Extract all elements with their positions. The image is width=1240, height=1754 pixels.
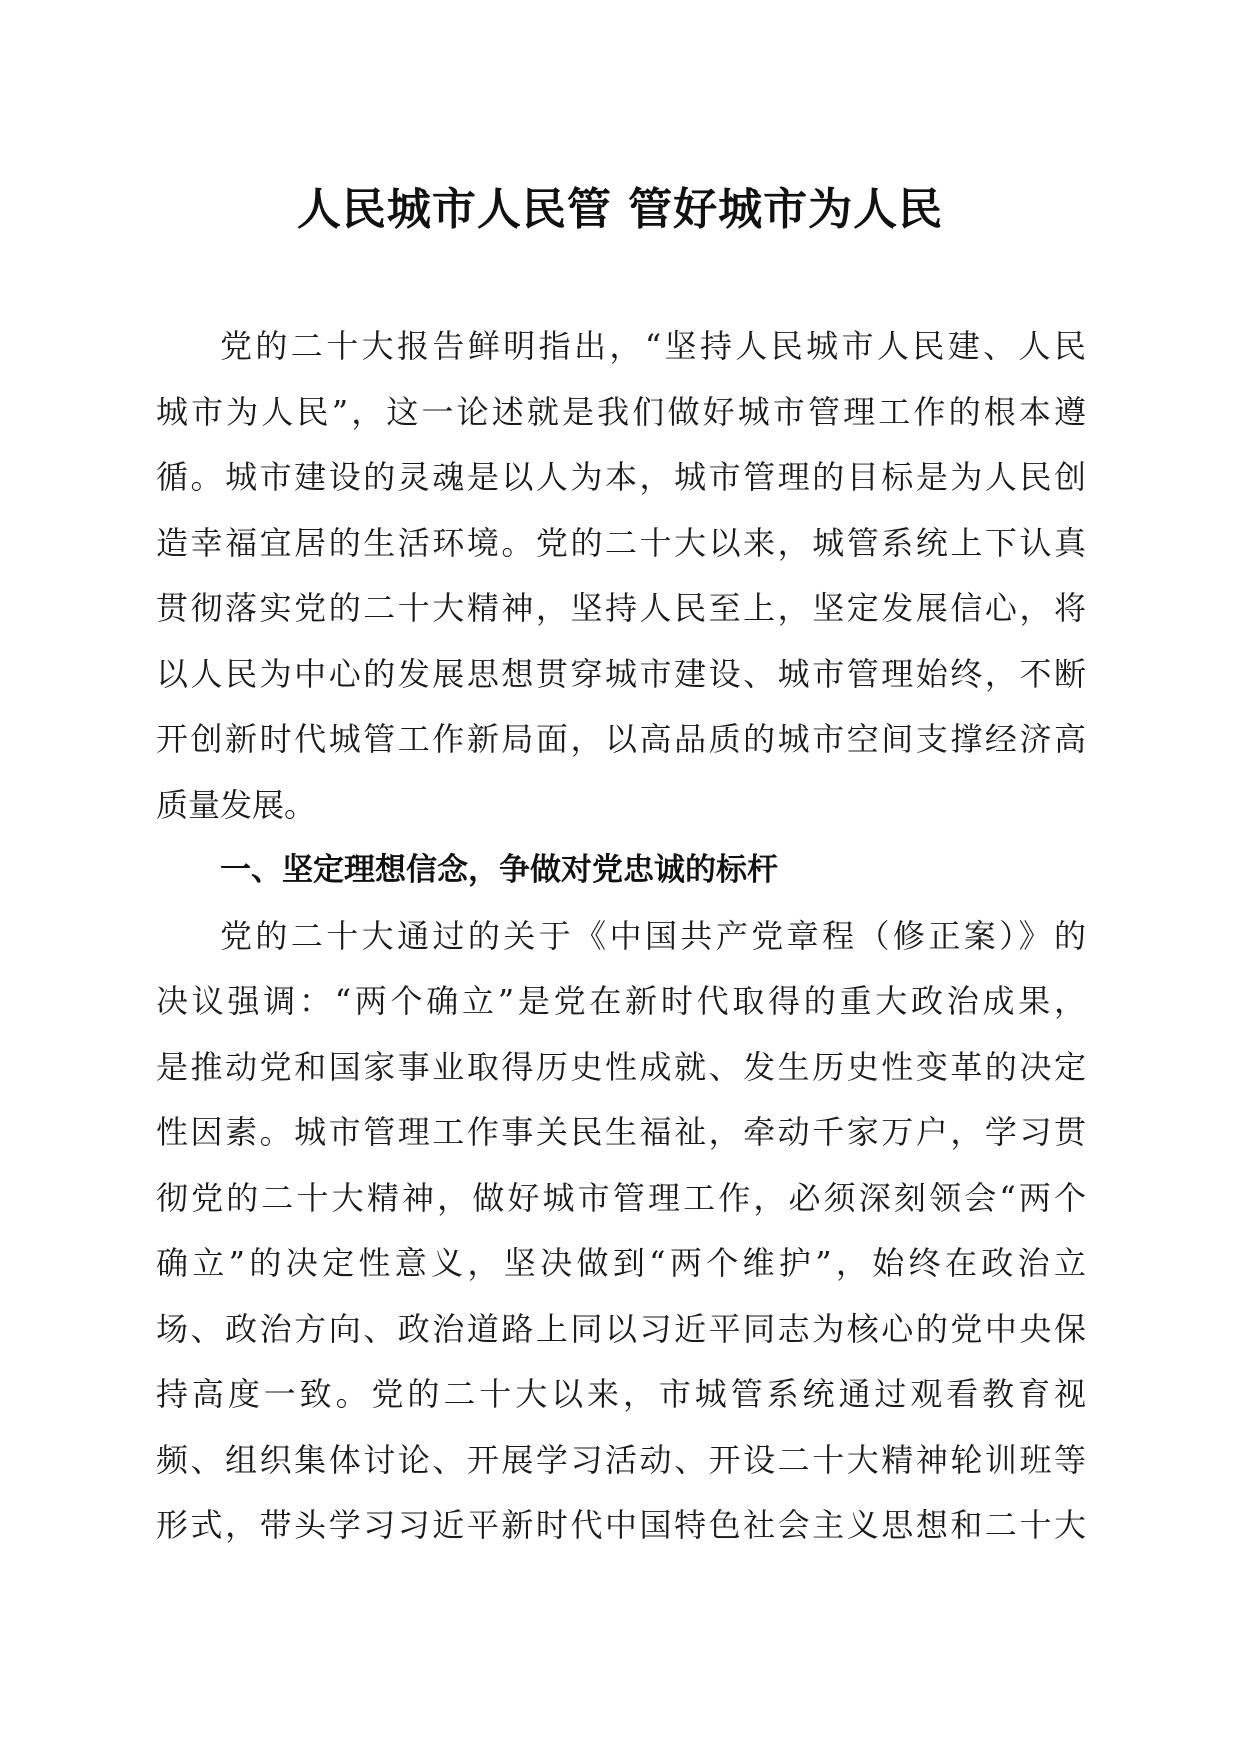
paragraph-line: 党的二十大报告鲜明指出，“坚持人民城市人民建、人民 — [220, 327, 1086, 365]
paragraph-line: 是推动党和国家事业取得历史性成就、发生历史性变革的决定 — [156, 1047, 1086, 1086]
paragraph-line: 形式，带头学习习近平新时代中国特色社会主义思想和二十大 — [156, 1506, 1086, 1544]
section-heading: 一、坚定理想信念，争做对党忠诚的标杆 — [220, 852, 778, 888]
paragraph-line: 场、政治方向、政治道路上同以习近平同志为核心的党中央保 — [156, 1309, 1086, 1348]
paragraph-line: 确立”的决定性意义，坚决做到“两个维护”，始终在政治立 — [156, 1244, 1086, 1282]
paragraph-line: 性因素。城市管理工作事关民生福祉，牵动千家万户，学习贯 — [156, 1113, 1086, 1151]
paragraph-line: 党的二十大通过的关于《中国共产党章程（修正案）》的 — [220, 916, 1086, 955]
document-body — [156, 314, 1086, 1559]
paragraph-line: 开创新时代城管工作新局面，以高品质的城市空间支撑经济高 — [156, 720, 1086, 758]
paragraph-line: 城市为人民”，这一论述就是我们做好城市管理工作的根本遵 — [156, 392, 1086, 431]
paragraph-section1 — [156, 904, 1086, 1559]
paragraph-line: 频、组织集体讨论、开展学习活动、开设二十大精神轮训班等 — [156, 1440, 1086, 1479]
paragraph-line: 造幸福宜居的生活环境。党的二十大以来，城管系统上下认真 — [156, 523, 1086, 562]
paragraph-line: 彻党的二十大精神，做好城市管理工作，必须深刻领会“两个 — [156, 1178, 1086, 1217]
paragraph-line: 循。城市建设的灵魂是以人为本，城市管理的目标是为人民创 — [156, 458, 1086, 496]
paragraph-line: 以人民为中心的发展思想贯穿城市建设、城市管理始终，不断 — [156, 654, 1086, 693]
paragraph-line: 持高度一致。党的二十大以来，市城管系统通过观看教育视 — [156, 1375, 1086, 1413]
paragraph-intro — [156, 314, 1086, 838]
document-title: 人民城市人民管 管好城市为人民 — [296, 184, 944, 235]
paragraph-line: 决议强调：“两个确立”是党在新时代取得的重大政治成果， — [156, 982, 1086, 1020]
paragraph-line: 质量发展。 — [156, 785, 317, 824]
paragraph-line: 贯彻落实党的二十大精神，坚持人民至上，坚定发展信心，将 — [156, 589, 1086, 627]
